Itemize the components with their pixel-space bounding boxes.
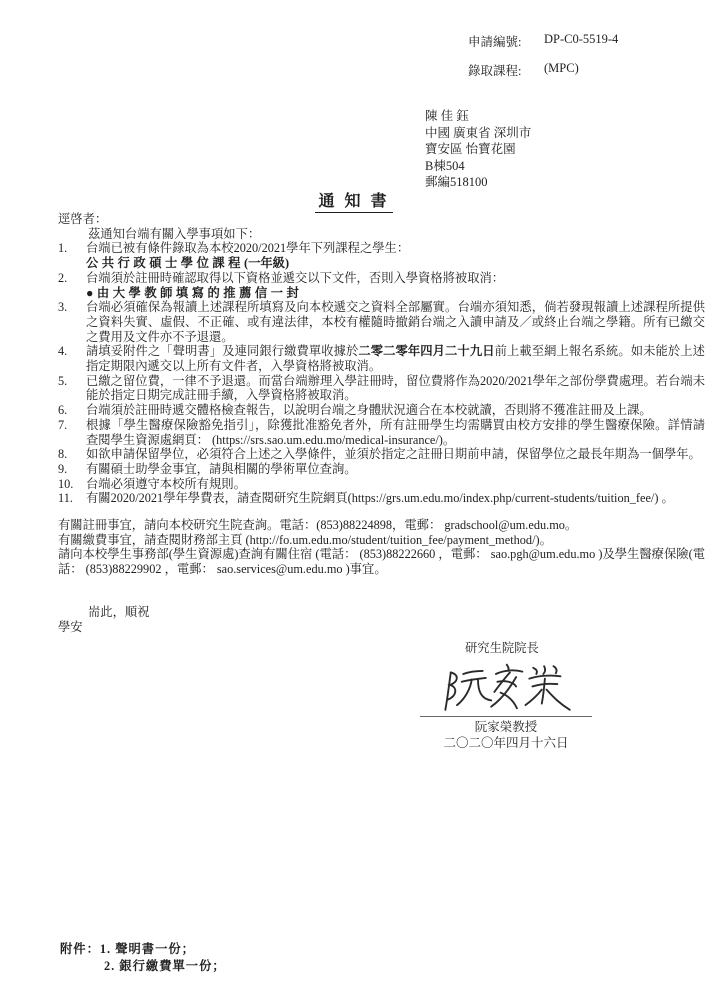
item-7-text: 根據「學生醫療保險豁免指引」，除獲批准豁免者外，所有註冊學生均需購買由校方安排的學生醫療保險。詳情請查閱學生資源處網頁： (https://srs.sao.um.edu.mo/medical-insurance/)。: [86, 417, 705, 447]
item-11-text: 有關2020/2021學年學費表，請查閱研究生院網頁(https://grs.um.edu.mo/index.php/current-students/tuition_fee/) 。: [86, 491, 674, 506]
list-item-number: 6.: [58, 403, 68, 418]
item-8-text: 如欲申請保留學位，必須符合上述之入學條件，並須於指定之註冊日期前申請，保留學位之最長年期為一個學年。: [86, 447, 701, 462]
admitted-program-value: (MPC): [544, 61, 579, 75]
application-number-label: 申請編號:: [468, 35, 522, 49]
list-item: [58, 403, 705, 418]
attachment-line-1: 附件：1. 聲明書一份；: [60, 942, 195, 956]
list-item: [58, 477, 705, 492]
recipient-address-block: [425, 108, 531, 191]
recipient-address-line: 郵編518100: [425, 175, 488, 189]
signature-block: [420, 660, 592, 751]
list-item: [58, 418, 705, 447]
list-item-number: 3.: [58, 300, 68, 315]
list-item: [58, 271, 705, 300]
item-3-text: 台端必須確保為報讀上述課程所填寫及向本校遞交之資料全部屬實。台端亦須知悉，倘若發現報讀上述課程所提供之資料失實、虛假、不正確、或有違法律，本校有權隨時撤銷台端之入讀申請及／或終止台端之學籍。所有已繳交之費用及文件亦不予退還。: [86, 300, 705, 344]
letter-title: 通 知 書: [315, 188, 392, 213]
contact-info-block: [58, 518, 705, 577]
recipient-name: 陳 佳 鈺: [425, 109, 469, 123]
contact-payment-line: 有關繳費事宜，請查閱財務部主頁 (http://fo.um.edu.mo/student/tuition_fee/payment_method/)。: [58, 532, 552, 547]
list-item-text: [86, 241, 705, 270]
list-item: [58, 241, 705, 270]
recipient-address-line: B棟504: [425, 158, 465, 173]
item-2-text: 台端須於註冊時確認取得以下資格並遞交以下文件，否則入學資格將被取消：: [86, 270, 505, 285]
intro-line: 茲通知台端有關入學事項如下：: [88, 226, 261, 241]
list-item: [58, 462, 705, 477]
application-number-value: DP-C0-5519-4: [544, 32, 619, 46]
list-item-number: 7.: [58, 417, 68, 432]
list-item: [58, 491, 705, 506]
admitted-program-label: 錄取課程:: [468, 64, 522, 78]
recipient-address-line: 中國 廣東省 深圳市: [425, 125, 532, 140]
application-number-row: [468, 32, 618, 50]
program-name: 公共行政碩士學位課程: [86, 256, 244, 271]
admitted-program-row: [468, 61, 618, 79]
item-4-text-post: 前上載至網上報名系統。如未能於上述指定期限內遞交以上所有文件者，入學資格將被取消。: [86, 344, 705, 374]
letter-date: 二〇二〇年四月十六日: [443, 735, 569, 750]
item-10-text: 台端必須遵守本校所有規則。: [86, 476, 246, 491]
signer-name: 阮家榮教授: [474, 719, 538, 734]
list-item-number: 5.: [58, 373, 68, 388]
recipient-address-line: 寶安區 怡寶花園: [425, 142, 516, 156]
closing-line-2: 學安: [58, 619, 83, 634]
item-4-deadline-date: 二零二零年四月二十九日: [358, 344, 495, 359]
item-5-text: 已繳之留位費，一律不予退還。而當台端辦理入學註冊時，留位費將作為2020/2021學年之部份學費處理。若台端未能於指定日期完成註冊手續，入學資格將被取消。: [86, 373, 705, 403]
attachments-block: [60, 941, 226, 975]
letter-body: [58, 212, 705, 751]
list-item: [58, 447, 705, 462]
letter-title-wrap: [0, 188, 708, 213]
list-item: [58, 374, 705, 403]
list-item-number: 1.: [58, 241, 68, 256]
item-4-text-pre: 請填妥附件之「聲明書」及連同銀行繳費單收據於: [86, 344, 359, 359]
list-item-number: 11.: [58, 491, 73, 506]
closing-line-1: 耑此，順祝: [88, 604, 150, 619]
contact-student-affairs-line: 請向本校學生事務部(學生資源處)查詢有關住宿 (電話： (853)88222660 ，電郵： sao.pgh@um.edu.mo )及學生醫療保險(電話： (853)88229902 ，電郵： sao.services@um.edu.mo )事宜。: [58, 547, 705, 577]
list-item-number: 2.: [58, 270, 68, 285]
handwritten-signature-image: [420, 660, 592, 717]
item-9-text: 有關碩士助學金事宜，請與相關的學術單位查詢。: [86, 461, 357, 476]
list-item-number: 8.: [58, 447, 68, 462]
list-item-number: 10.: [58, 476, 74, 491]
item-2-bullet-line: ●由大學教師填寫的推薦信一封: [86, 285, 303, 300]
list-item: [58, 344, 705, 373]
item-6-text: 台端須於註冊時遞交體格檢查報告，以說明台端之身體狀況適合在本校就讀，否則將不獲准註冊及上課。: [86, 403, 652, 418]
attachment-line-2: 2. 銀行繳費單一份；: [104, 959, 226, 973]
signer-position-title: 研究生院院長: [465, 641, 539, 656]
list-item-text: [86, 271, 705, 300]
item-1-text: 台端已被有條件錄取為本校2020/2021學年下列課程之學生：: [86, 241, 410, 256]
list-item-number: 4.: [58, 344, 68, 359]
list-item-number: 9.: [58, 461, 68, 476]
program-year-level: (一年級): [243, 256, 290, 271]
salutation: 逕啓者：: [58, 212, 108, 226]
list-item: [58, 300, 705, 344]
item-1-program-line: [86, 256, 705, 271]
header-reference-block: [468, 32, 618, 90]
item-4-text: [86, 344, 705, 373]
contact-registration-line: 有關註冊事宜，請向本校研究生院查詢。電話：(853)88224898，電郵： gradschool@um.edu.mo。: [58, 518, 578, 533]
